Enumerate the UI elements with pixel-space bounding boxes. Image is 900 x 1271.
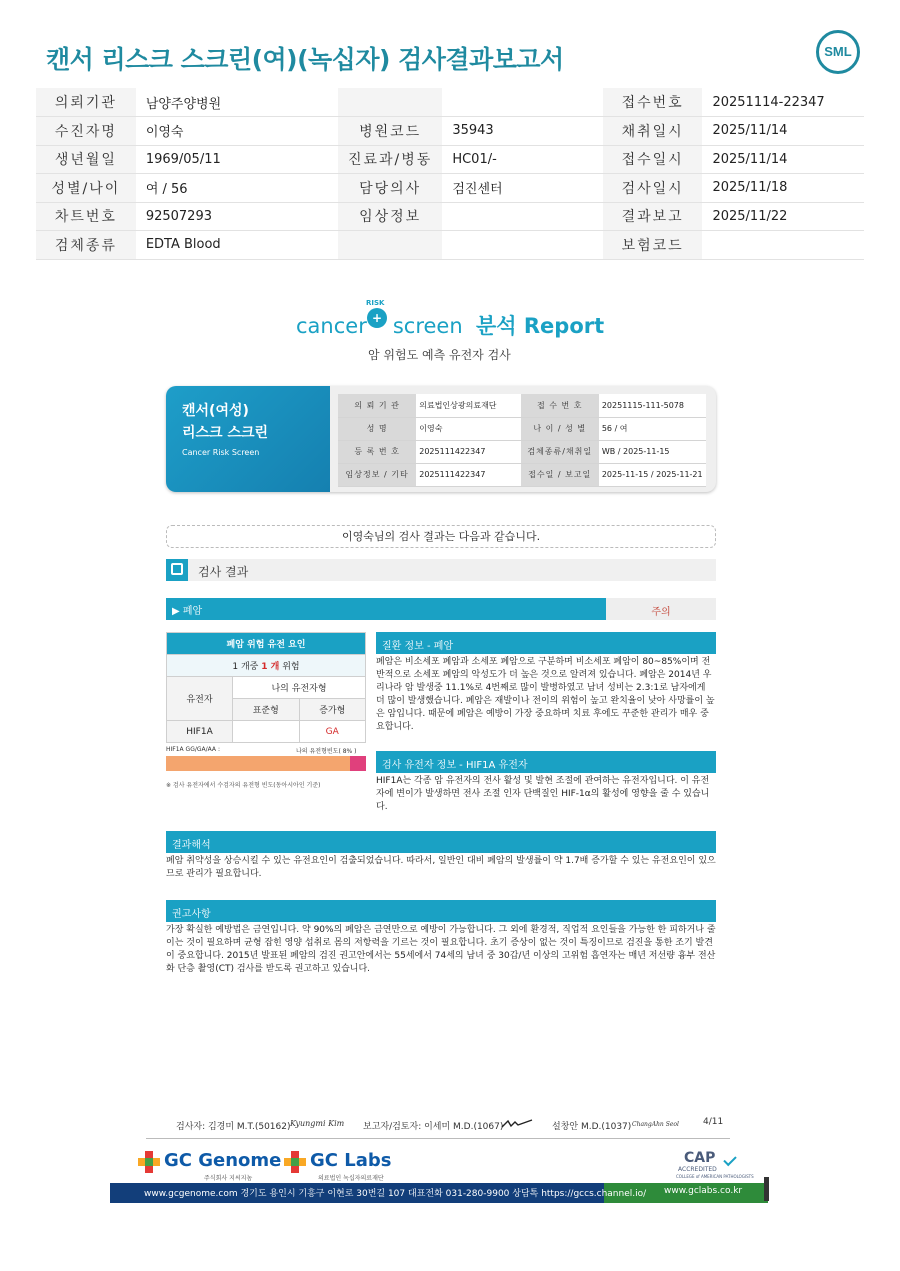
info-value: [702, 231, 864, 260]
card-row: [338, 417, 706, 440]
frequency-note: ※ 검사 유전자에서 수검자의 유전형 빈도(동아시아인 기준): [166, 782, 321, 789]
interpretation-header: [166, 831, 716, 853]
info-value: 여 / 56: [136, 174, 338, 203]
brand-screen: screen: [392, 314, 463, 338]
cap-small: COLLEGE of AMERICAN PATHOLOGISTS: [676, 1174, 754, 1179]
normal-type-value: [233, 721, 300, 743]
info-label: 생년월일: [36, 145, 136, 174]
cancer-status: 주의: [651, 607, 671, 618]
card-title-panel: [166, 386, 330, 492]
info-row: [36, 231, 864, 260]
info-value: 2025/11/14: [702, 117, 864, 146]
card-label: 의 뢰 기 관: [338, 394, 416, 417]
info-label: 검체종류: [36, 231, 136, 260]
gene-risk-table: [166, 632, 366, 743]
gc-genome-cross-icon: [138, 1151, 160, 1173]
sml-logo: [816, 30, 860, 74]
brand-cancer: cancer: [296, 314, 367, 338]
card-title-1: 캔서(여성): [182, 403, 249, 419]
report-subtitle: 암 위험도 예측 유전자 검사: [368, 348, 511, 362]
card-value: 이영숙: [416, 417, 520, 440]
section-bar: [166, 559, 716, 581]
interpretation-title: 결과해석: [172, 840, 211, 851]
result-icon: [166, 559, 188, 581]
gc-labs-cross-icon: [284, 1151, 306, 1173]
info-value: 92507293: [136, 202, 338, 231]
info-value: 1969/05/11: [136, 145, 338, 174]
info-value: 35943: [442, 117, 602, 146]
card-row: [338, 394, 706, 417]
section-label: 검사 결과: [198, 565, 249, 579]
card-label: 나 이 / 성 별: [521, 417, 599, 440]
card-label: 접 수 번 호: [521, 394, 599, 417]
card-value: 20251115-111-5078: [599, 394, 706, 417]
card-row: [338, 440, 706, 463]
frequency-value: 나의 유전형빈도( 8% ): [296, 748, 357, 755]
interpretation-body: 폐암 취약성을 상승시킬 수 있는 유전요인이 검출되었습니다. 따라서, 일반인 대비 폐암의 발생률이 약 1.7배 증가할 수 있는 유전요인이 있으므로 관리가 필요합니다.: [166, 856, 716, 879]
gene-table-title: 폐암 위험 유전 요인: [167, 633, 366, 655]
reporter-label: 보고자/검토자: 이세미 M.D.(1067): [363, 1122, 504, 1132]
page-number: 4/11: [703, 1117, 724, 1127]
info-value: [442, 88, 602, 117]
card-value: 2025111422347: [416, 440, 520, 463]
info-label: [338, 231, 442, 260]
report-title-rest: 분석 Report: [476, 314, 605, 338]
reviewer-signature: ChangAhn Seol: [632, 1121, 679, 1128]
info-label: 임상정보: [338, 202, 442, 231]
card-value: 2025111422347: [416, 463, 520, 486]
info-row: [36, 174, 864, 203]
info-value: 이영숙: [136, 117, 338, 146]
patient-info-table: [36, 88, 864, 260]
card-value: WB / 2025-11-15: [599, 440, 706, 463]
info-label: 담당의사: [338, 174, 442, 203]
cancer-name: ▶ 폐암: [172, 606, 203, 617]
gc-labs-sub: 의료법인 녹십자의료재단: [318, 1175, 384, 1182]
gene-info-body: HIF1A는 각종 암 유전자의 전사 활성 및 발현 조절에 관여하는 유전자입니다. 이 유전자에 변이가 발생하면 전사 조절 인자 단백질인 HIF-1α의 활성에 영향을 줄 수 있습니다.: [376, 776, 710, 812]
info-label: 접수일시: [603, 145, 703, 174]
increase-type-header: 증가형: [299, 699, 366, 721]
card-value: 의료법인상광의료재단: [416, 394, 520, 417]
disease-info-body: 폐암은 비소세포 폐암과 소세포 폐암으로 구분하며 비소세포 폐암이 80~85%이며 전반적으로 소세포 폐암의 악성도가 더 높은 것으로 알려져 있습니다. 폐암은 2014년 우리나라 암 발생중 11.1%로 4번째로 많이 발병하였고 남녀 성비는 2.3:1로 남자에게 더 많이 발생했습니다. 폐암은 재발이나 전이의 위험이 높고 완치율이 낮아 사망률이 높은 암입니다. 때문에 폐암은 예방이 가장 중요하며 치료 후에도 꾸준한 관리가 매우 중요합니다.: [376, 657, 715, 732]
info-label: 보험코드: [603, 231, 703, 260]
recommendation-header: [166, 900, 716, 922]
genotype-column-header: 나의 유전자형: [233, 677, 366, 699]
gc-labs-logo: GC Labs: [310, 1150, 392, 1171]
card-value: 2025-11-15 / 2025-11-21: [599, 463, 706, 486]
info-label: [338, 88, 442, 117]
reporter-signature: [500, 1118, 534, 1130]
card-title-en: Cancer Risk Screen: [182, 448, 260, 457]
info-value: 검진센터: [442, 174, 602, 203]
card-label: 등 록 번 호: [338, 440, 416, 463]
signature-divider: [146, 1138, 730, 1139]
cancer-bar: [166, 598, 606, 620]
footer-url: www.gclabs.co.kr: [664, 1186, 743, 1196]
card-label: 성 명: [338, 417, 416, 440]
gene-info-title: 검사 유전자 정보 - HIF1A 유전자: [382, 760, 528, 771]
info-value: 20251114-22347: [702, 88, 864, 117]
disease-info-title: 질환 정보 - 폐암: [382, 641, 454, 652]
cap-sub: ACCREDITED: [678, 1166, 717, 1173]
report-title: [296, 310, 604, 340]
info-value: [442, 202, 602, 231]
card-label: 임상정보 / 기타: [338, 463, 416, 486]
info-label: 의뢰기관: [36, 88, 136, 117]
card-label: 접수일 / 보고일: [521, 463, 599, 486]
info-value: 남양주양병원: [136, 88, 338, 117]
gc-genome-logo: GC Genome: [164, 1150, 282, 1171]
recommendation-body: 가장 확실한 예방법은 금연입니다. 약 90%의 폐암은 금연만으로 예방이 가능합니다. 그 외에 환경적, 직업적 요인들을 가능한 한 피하거나 줄이는 것이 필요하며 균형 잡힌 영양 섭취로 몸의 저항력을 기르는 것이 필요합니다. 초기 증상이 없는 것이 특징이므로 검진을 통한 조기 발견이 중요합니다. 2015년 발표된 폐암의 검진 권고안에서는 55세에서 74세의 남녀 중 30갑/년 이상의 고위험 흡연자는 매년 저선량 흉부 전산화 단층 촬영(CT) 검사를 받도록 권고하고 있습니다.: [166, 925, 716, 974]
document-title: 캔서 리스크 스크린(여)(녹십자) 검사결과보고서: [46, 45, 564, 74]
plus-icon: +: [367, 308, 387, 328]
info-value: 2025/11/14: [702, 145, 864, 174]
gene-table-summary: 1 개중 1 개 위험: [167, 655, 366, 677]
card-value: 56 / 여: [599, 417, 706, 440]
patient-card: [166, 386, 716, 492]
info-row: [36, 202, 864, 231]
card-info-grid: [338, 394, 706, 487]
info-value: [442, 231, 602, 260]
info-label: 진료과/병동: [338, 145, 442, 174]
info-label: 접수번호: [603, 88, 703, 117]
info-label: 채취일시: [603, 117, 703, 146]
tester-signature: Kyungmi Kim: [290, 1119, 345, 1128]
footer-address: www.gcgenome.com 경기도 용인시 기흥구 이현로 30번길 107 대표전화 031-280-9900 상담톡 https://gccs.channel.io/: [144, 1189, 647, 1199]
tester-label: 검사자: 김경미 M.T.(50162): [176, 1122, 291, 1132]
info-row: [36, 145, 864, 174]
normal-type-header: 표준형: [233, 699, 300, 721]
gene-name: HIF1A: [167, 721, 233, 743]
info-label: 수진자명: [36, 117, 136, 146]
info-row: [36, 117, 864, 146]
increase-type-value: GA: [299, 721, 366, 743]
info-value: 2025/11/18: [702, 174, 864, 203]
card-label: 검체종류/채취일: [521, 440, 599, 463]
frequency-marker: [350, 756, 366, 771]
reviewer-label: 설창안 M.D.(1037): [552, 1122, 632, 1132]
frequency-bar: [166, 756, 366, 771]
info-value: EDTA Blood: [136, 231, 338, 260]
card-title-2: 리스크 스크린: [182, 425, 269, 441]
card-row: [338, 463, 706, 486]
frequency-label: HIF1A GG/GA/AA :: [166, 746, 220, 753]
sml-logo-text: SML: [824, 44, 852, 59]
info-label: 차트번호: [36, 202, 136, 231]
info-label: 병원코드: [338, 117, 442, 146]
cap-text: CAP: [684, 1150, 716, 1166]
info-value: HC01/-: [442, 145, 602, 174]
gene-column-header: 유전자: [167, 677, 233, 721]
info-label: 검사일시: [603, 174, 703, 203]
greeting-banner: 이영숙님의 검사 결과는 다음과 같습니다.: [166, 525, 716, 548]
info-label: 성별/나이: [36, 174, 136, 203]
brand-risk-label: RISK: [366, 299, 385, 307]
footer-edge-tab: [764, 1177, 769, 1201]
recommendation-title: 권고사항: [172, 909, 211, 920]
info-label: 결과보고: [603, 202, 703, 231]
info-value: 2025/11/22: [702, 202, 864, 231]
gc-genome-sub: 주식회사 지씨지놈: [204, 1175, 253, 1182]
info-row: [36, 88, 864, 117]
